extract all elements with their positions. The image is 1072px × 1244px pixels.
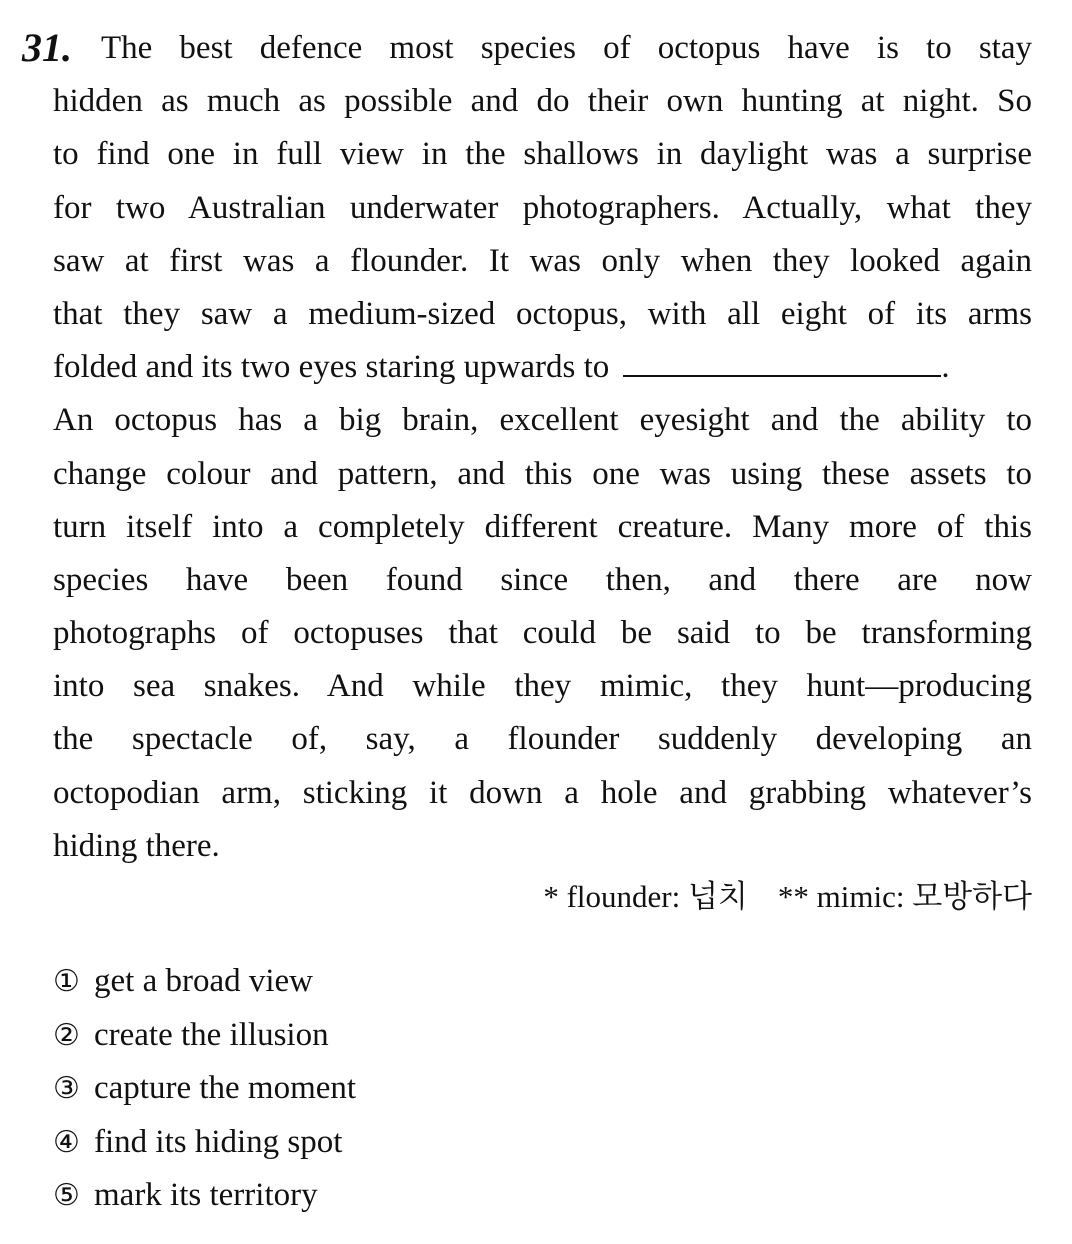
choice-number: ② [53, 1017, 80, 1053]
blank-period: . [941, 349, 950, 386]
choice-3[interactable] [53, 1062, 356, 1116]
passage-line: that they saw a medium-sized octopus, with all eight of its arms [53, 295, 1032, 332]
passage-line: species have been found since then, and there are now [53, 561, 1032, 598]
choice-2[interactable] [53, 1009, 356, 1063]
choice-1[interactable] [53, 955, 356, 1009]
question-number: 31. [22, 25, 72, 70]
passage-line: change colour and pattern, and this one was using these assets to [53, 455, 1032, 492]
footnote-mimic: ** mimic: 모방하다 [777, 879, 1032, 914]
passage-line: hiding there. [53, 827, 220, 864]
choice-number: ③ [53, 1071, 80, 1107]
answer-choices [53, 955, 356, 1223]
passage-line: into sea snakes. And while they mimic, they hunt—producing [53, 668, 1032, 705]
choice-number: ④ [53, 1124, 80, 1160]
passage-line-with-blank [53, 341, 1032, 394]
choice-text: create the illusion [94, 1016, 329, 1053]
passage-line: The best defence most species of octopus have is to stay [101, 30, 1032, 66]
passage-line: hidden as much as possible and do their own hunting at night. So [53, 83, 1032, 120]
choice-text: mark its territory [94, 1177, 318, 1214]
choice-4[interactable] [53, 1116, 356, 1170]
choice-text: find its hiding spot [94, 1123, 343, 1160]
passage-line: turn itself into a completely different creature. Many more of this [53, 508, 1032, 545]
passage-line: the spectacle of, say, a flounder suddenly developing an [53, 721, 1032, 758]
passage-line: octopodian arm, sticking it down a hole and grabbing whatever’s [53, 774, 1032, 811]
footnotes [543, 872, 1032, 922]
passage-line: to find one in full view in the shallows in daylight was a surprise [53, 136, 1032, 173]
passage-line: saw at first was a flounder. It was only when they looked again [53, 242, 1032, 279]
passage-line: photographs of octopuses that could be said to be transforming [53, 615, 1032, 652]
choice-number: ⑤ [53, 1178, 80, 1214]
passage-line-text: folded and its two eyes staring upwards to [53, 349, 610, 386]
choice-number: ① [53, 964, 80, 1000]
footnote-flounder: * flounder: 넙치 [543, 879, 748, 914]
passage-line: An octopus has a big brain, excellent eyesight and the ability to [53, 402, 1032, 439]
choice-text: get a broad view [94, 963, 313, 1000]
passage [53, 22, 1032, 873]
answer-blank [623, 349, 941, 377]
choice-5[interactable] [53, 1169, 356, 1223]
passage-line: for two Australian underwater photographers. Actually, what they [53, 189, 1032, 226]
choice-text: capture the moment [94, 1070, 357, 1107]
